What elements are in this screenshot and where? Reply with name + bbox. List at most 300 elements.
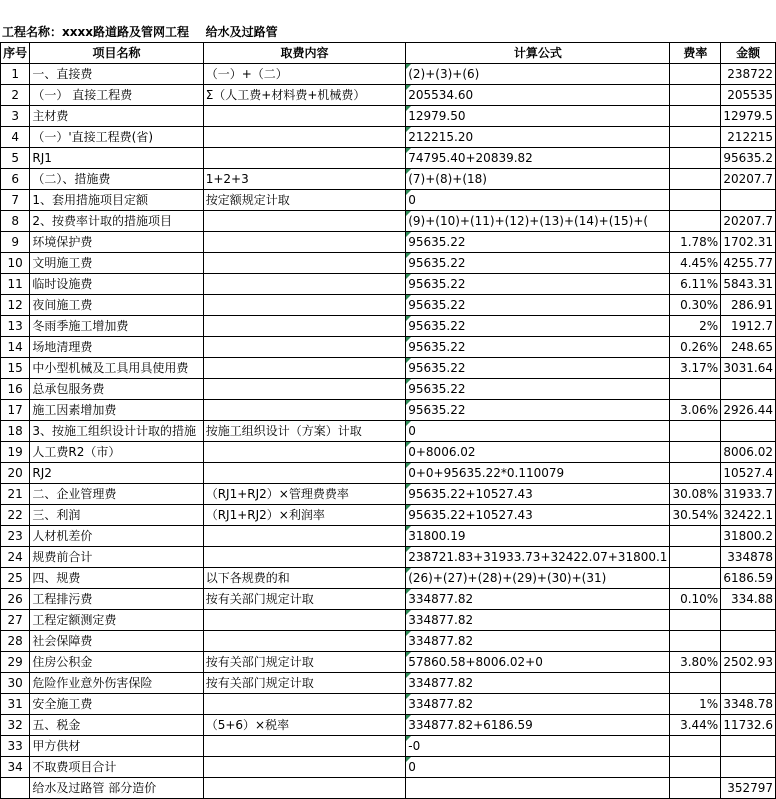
cell-formula[interactable] xyxy=(406,652,670,673)
formula-text: 0+0+95635.22*0.110079 xyxy=(408,466,565,480)
cell-formula[interactable] xyxy=(406,442,670,463)
cell-formula[interactable] xyxy=(406,757,670,778)
cell-amount[interactable]: 95635.2 xyxy=(721,148,776,169)
cell-amount[interactable]: 205535 xyxy=(721,85,776,106)
cell-amount[interactable] xyxy=(721,610,776,631)
cell-formula[interactable] xyxy=(406,64,670,85)
formula-text: 0 xyxy=(408,424,416,438)
cell-rate[interactable] xyxy=(670,106,721,127)
formula-text: 238721.83+31933.73+32422.07+31800.1 xyxy=(408,550,668,564)
cell-amount[interactable]: 10527.4 xyxy=(721,463,776,484)
cell-seq[interactable]: 17 xyxy=(1,400,30,421)
formula-text: 57860.58+8006.02+0 xyxy=(408,655,543,669)
cell-name[interactable]: 临时设施费 xyxy=(30,274,203,295)
cell-name[interactable]: 环境保护费 xyxy=(30,232,203,253)
cell-name[interactable]: 场地清理费 xyxy=(30,337,203,358)
cell-name[interactable]: 社会保障费 xyxy=(30,631,203,652)
cell-formula[interactable] xyxy=(406,631,670,652)
cell-formula[interactable] xyxy=(406,526,670,547)
cell-rate[interactable] xyxy=(670,127,721,148)
formula-indicator-icon xyxy=(406,505,411,510)
cell-basis[interactable] xyxy=(203,106,406,127)
cell-amount[interactable]: 334878 xyxy=(721,547,776,568)
cell-seq[interactable]: 9 xyxy=(1,232,30,253)
header-name[interactable]: 项目名称 xyxy=(30,43,203,64)
table-row xyxy=(1,316,776,337)
cell-amount[interactable]: 31933.7 xyxy=(721,484,776,505)
cell-formula[interactable] xyxy=(406,274,670,295)
cell-rate[interactable]: 0.30% xyxy=(670,295,721,316)
cell-basis[interactable]: 按有关部门规定计取 xyxy=(203,673,406,694)
cell-name[interactable]: 人工费R2（市） xyxy=(30,442,203,463)
total-row xyxy=(1,778,776,799)
cell-basis[interactable]: （5+6）×税率 xyxy=(203,715,406,736)
cell-basis[interactable] xyxy=(203,337,406,358)
cell-seq[interactable]: 11 xyxy=(1,274,30,295)
header-row xyxy=(1,43,776,64)
cell-basis[interactable] xyxy=(203,547,406,568)
cell-formula[interactable] xyxy=(406,589,670,610)
cell-amount[interactable]: 212215 xyxy=(721,127,776,148)
cell-basis[interactable]: Σ（人工费+材料费+机械费） xyxy=(203,85,406,106)
cell-name[interactable]: 工程定额测定费 xyxy=(30,610,203,631)
cell-amount[interactable]: 11732.6 xyxy=(721,715,776,736)
formula-text: 334877.82 xyxy=(408,592,474,606)
cell-rate[interactable] xyxy=(670,148,721,169)
table-body xyxy=(1,64,776,799)
cell-seq[interactable]: 34 xyxy=(1,757,30,778)
formula-text: 31800.19 xyxy=(408,529,466,543)
cell-formula[interactable] xyxy=(406,190,670,211)
cell-name[interactable]: 人材机差价 xyxy=(30,526,203,547)
cell-name[interactable]: 不取费项目合计 xyxy=(30,757,203,778)
cell-formula[interactable] xyxy=(406,484,670,505)
cell-formula[interactable] xyxy=(406,337,670,358)
formula-indicator-icon xyxy=(406,652,411,657)
cell-rate[interactable] xyxy=(670,526,721,547)
cell-formula[interactable] xyxy=(406,169,670,190)
formula-text: 334877.82 xyxy=(408,613,474,627)
cell-formula[interactable] xyxy=(406,253,670,274)
cell-formula[interactable] xyxy=(406,400,670,421)
table-row xyxy=(1,64,776,85)
cell-basis[interactable]: （RJ1+RJ2）×利润率 xyxy=(203,505,406,526)
cell-formula[interactable] xyxy=(406,463,670,484)
cell-rate[interactable]: 0.26% xyxy=(670,337,721,358)
cell-formula[interactable] xyxy=(406,715,670,736)
cell-basis[interactable]: 按有关部门规定计取 xyxy=(203,589,406,610)
project-title: 工程名称：xxxx路道路及管网工程 给水及过路管 xyxy=(2,25,278,39)
cell-basis[interactable] xyxy=(203,736,406,757)
cell-seq[interactable]: 1 xyxy=(1,64,30,85)
cell-seq[interactable]: 19 xyxy=(1,442,30,463)
cell-rate[interactable]: 0.10% xyxy=(670,589,721,610)
formula-text: 334877.82 xyxy=(408,697,474,711)
cell-rate[interactable] xyxy=(670,547,721,568)
formula-indicator-icon xyxy=(406,211,411,216)
cell-name[interactable]: （一） 直接工程费 xyxy=(30,85,203,106)
cell-formula[interactable] xyxy=(406,610,670,631)
cell-amount[interactable] xyxy=(721,757,776,778)
table-row xyxy=(1,757,776,778)
cell-name[interactable]: 3、按施工组织设计计取的措施 xyxy=(30,421,203,442)
cell-rate[interactable]: 30.54% xyxy=(670,505,721,526)
cell-formula[interactable] xyxy=(406,568,670,589)
cell-amount[interactable]: 20207.7 xyxy=(721,211,776,232)
formula-text: (26)+(27)+(28)+(29)+(30)+(31) xyxy=(408,571,607,585)
cell-basis[interactable]: 按定额规定计取 xyxy=(203,190,406,211)
cell-seq[interactable]: 6 xyxy=(1,169,30,190)
header-basis[interactable]: 取费内容 xyxy=(203,43,406,64)
cell-amount[interactable]: 2502.93 xyxy=(721,652,776,673)
formula-text: 0 xyxy=(408,193,416,207)
cell-name[interactable]: 冬雨季施工增加费 xyxy=(30,316,203,337)
fee-summary-table xyxy=(0,42,776,799)
cell-basis[interactable]: （RJ1+RJ2）×管理费费率 xyxy=(203,484,406,505)
formula-indicator-icon xyxy=(406,694,411,699)
cell-formula[interactable] xyxy=(406,127,670,148)
cell-rate[interactable] xyxy=(670,211,721,232)
total-label[interactable]: 给水及过路管 部分造价 xyxy=(30,778,203,799)
cell-basis[interactable] xyxy=(203,295,406,316)
formula-indicator-icon xyxy=(406,64,411,69)
cell-amount[interactable] xyxy=(721,190,776,211)
formula-indicator-icon xyxy=(406,400,411,405)
formula-indicator-icon xyxy=(406,232,411,237)
formula-text: 95635.22+10527.43 xyxy=(408,508,533,522)
cell-basis[interactable] xyxy=(203,148,406,169)
formula-text: 95635.22 xyxy=(408,235,466,249)
formula-indicator-icon xyxy=(406,484,411,489)
table-row xyxy=(1,274,776,295)
table-row xyxy=(1,610,776,631)
formula-indicator-icon xyxy=(406,274,411,279)
cell-amount[interactable]: 238722 xyxy=(721,64,776,85)
cell-basis[interactable] xyxy=(203,358,406,379)
table-row xyxy=(1,85,776,106)
table-row xyxy=(1,127,776,148)
cell-name[interactable]: 甲方供材 xyxy=(30,736,203,757)
cell-rate[interactable] xyxy=(670,757,721,778)
cell-rate[interactable]: 3.80% xyxy=(670,652,721,673)
cell-seq[interactable]: 29 xyxy=(1,652,30,673)
formula-indicator-icon xyxy=(406,337,411,342)
formula-text: -0 xyxy=(408,739,421,753)
table-row xyxy=(1,169,776,190)
cell-rate[interactable] xyxy=(670,379,721,400)
cell-basis[interactable]: 以下各规费的和 xyxy=(203,568,406,589)
cell-name[interactable]: （一）'直接工程费(省) xyxy=(30,127,203,148)
cell-name[interactable]: 工程排污费 xyxy=(30,589,203,610)
cell-name[interactable]: 四、规费 xyxy=(30,568,203,589)
cell-rate[interactable]: 1.78% xyxy=(670,232,721,253)
cell-seq[interactable]: 16 xyxy=(1,379,30,400)
formula-text: 334877.82 xyxy=(408,634,474,648)
table-row xyxy=(1,106,776,127)
cell-basis[interactable] xyxy=(203,400,406,421)
cell-seq[interactable]: 14 xyxy=(1,337,30,358)
cell-name[interactable]: 住房公积金 xyxy=(30,652,203,673)
cell-rate[interactable] xyxy=(670,190,721,211)
cell-amount[interactable] xyxy=(721,736,776,757)
cell-basis[interactable]: 1+2+3 xyxy=(203,169,406,190)
cell-seq[interactable]: 33 xyxy=(1,736,30,757)
cell-name[interactable]: 夜间施工费 xyxy=(30,295,203,316)
header-rate[interactable]: 费率 xyxy=(670,43,721,64)
formula-text: 95635.22 xyxy=(408,403,466,417)
formula-indicator-icon xyxy=(406,610,411,615)
cell-seq[interactable]: 3 xyxy=(1,106,30,127)
cell-amount[interactable]: 3031.64 xyxy=(721,358,776,379)
cell-amount[interactable] xyxy=(721,421,776,442)
cell-formula[interactable] xyxy=(406,694,670,715)
table-row xyxy=(1,631,776,652)
cell-rate[interactable] xyxy=(670,736,721,757)
cell-basis[interactable] xyxy=(203,379,406,400)
cell-rate[interactable] xyxy=(670,778,721,799)
cell-basis[interactable]: 按有关部门规定计取 xyxy=(203,652,406,673)
cell-name[interactable]: 总承包服务费 xyxy=(30,379,203,400)
cell-basis[interactable] xyxy=(203,127,406,148)
formula-text: 95635.22 xyxy=(408,277,466,291)
formula-indicator-icon xyxy=(406,589,411,594)
cell-seq[interactable]: 4 xyxy=(1,127,30,148)
formula-text: 334877.82+6186.59 xyxy=(408,718,533,732)
formula-indicator-icon xyxy=(406,421,411,426)
formula-text: 95635.22 xyxy=(408,382,466,396)
cell-name[interactable]: （二）、措施费 xyxy=(30,169,203,190)
cell-rate[interactable]: 4.45% xyxy=(670,253,721,274)
cell-seq[interactable]: 20 xyxy=(1,463,30,484)
cell-amount[interactable] xyxy=(721,379,776,400)
cell-seq[interactable]: 8 xyxy=(1,211,30,232)
formula-indicator-icon xyxy=(406,442,411,447)
formula-text: 95635.22 xyxy=(408,298,466,312)
table-row xyxy=(1,253,776,274)
cell-name[interactable]: 二、企业管理费 xyxy=(30,484,203,505)
table-row xyxy=(1,673,776,694)
cell-formula[interactable] xyxy=(406,85,670,106)
cell-name[interactable]: RJ1 xyxy=(30,148,203,169)
cell-rate[interactable] xyxy=(670,64,721,85)
cell-seq[interactable]: 5 xyxy=(1,148,30,169)
cell-seq[interactable]: 13 xyxy=(1,316,30,337)
formula-indicator-icon xyxy=(406,673,411,678)
cell-basis[interactable] xyxy=(203,631,406,652)
cell-seq[interactable]: 15 xyxy=(1,358,30,379)
cell-amount[interactable]: 248.65 xyxy=(721,337,776,358)
cell-name[interactable]: 三、利润 xyxy=(30,505,203,526)
cell-seq[interactable]: 30 xyxy=(1,673,30,694)
formula-indicator-icon xyxy=(406,85,411,90)
cell-formula[interactable] xyxy=(406,211,670,232)
table-row xyxy=(1,652,776,673)
cell-rate[interactable] xyxy=(670,610,721,631)
cell-basis[interactable] xyxy=(203,253,406,274)
cell-rate[interactable]: 6.11% xyxy=(670,274,721,295)
cell-amount[interactable]: 4255.77 xyxy=(721,253,776,274)
cell-basis[interactable]: （一）+（二） xyxy=(203,64,406,85)
table-row xyxy=(1,568,776,589)
formula-indicator-icon xyxy=(406,253,411,258)
cell-seq[interactable]: 25 xyxy=(1,568,30,589)
header-amount[interactable]: 金额 xyxy=(721,43,776,64)
cell-basis[interactable] xyxy=(203,526,406,547)
cell-name[interactable]: 主材费 xyxy=(30,106,203,127)
cell-basis[interactable] xyxy=(203,274,406,295)
cell-basis[interactable]: 按施工组织设计（方案）计取 xyxy=(203,421,406,442)
table-row xyxy=(1,148,776,169)
formula-text: 0 xyxy=(408,760,416,774)
cell-seq[interactable]: 31 xyxy=(1,694,30,715)
cell-amount[interactable]: 1912.7 xyxy=(721,316,776,337)
cell-basis[interactable] xyxy=(203,232,406,253)
formula-indicator-icon xyxy=(406,631,411,636)
cell-amount[interactable]: 5843.31 xyxy=(721,274,776,295)
cell-basis[interactable] xyxy=(203,757,406,778)
cell-seq[interactable]: 23 xyxy=(1,526,30,547)
cell-rate[interactable]: 2% xyxy=(670,316,721,337)
cell-name[interactable]: 危险作业意外伤害保险 xyxy=(30,673,203,694)
cell-amount[interactable]: 20207.7 xyxy=(721,169,776,190)
cell-name[interactable]: 规费前合计 xyxy=(30,547,203,568)
cell-name[interactable]: 中小型机械及工具用具使用费 xyxy=(30,358,203,379)
cell-seq[interactable]: 12 xyxy=(1,295,30,316)
cell-formula[interactable] xyxy=(406,379,670,400)
cell-formula[interactable] xyxy=(406,316,670,337)
cell-rate[interactable] xyxy=(670,85,721,106)
cell-rate[interactable] xyxy=(670,169,721,190)
cell-rate[interactable] xyxy=(670,442,721,463)
cell-formula[interactable] xyxy=(406,505,670,526)
cell-name[interactable]: 2、按费率计取的措施项目 xyxy=(30,211,203,232)
cell-amount[interactable]: 334.88 xyxy=(721,589,776,610)
cell-seq[interactable]: 24 xyxy=(1,547,30,568)
table-row xyxy=(1,442,776,463)
cell-basis[interactable] xyxy=(203,316,406,337)
cell-seq[interactable]: 2 xyxy=(1,85,30,106)
cell-amount[interactable]: 3348.78 xyxy=(721,694,776,715)
cell-seq[interactable]: 21 xyxy=(1,484,30,505)
header-seq[interactable]: 序号 xyxy=(1,43,30,64)
cell-basis[interactable] xyxy=(203,778,406,799)
cell-formula[interactable] xyxy=(406,295,670,316)
cell-amount[interactable]: 8006.02 xyxy=(721,442,776,463)
cell-formula[interactable] xyxy=(406,673,670,694)
cell-seq[interactable]: 28 xyxy=(1,631,30,652)
cell-name[interactable]: 施工因素增加费 xyxy=(30,400,203,421)
cell-rate[interactable] xyxy=(670,421,721,442)
formula-text: 95635.22 xyxy=(408,340,466,354)
cell-name[interactable]: 文明施工费 xyxy=(30,253,203,274)
formula-text: (7)+(8)+(18) xyxy=(408,172,487,186)
header-formula[interactable]: 计算公式 xyxy=(406,43,670,64)
cell-basis[interactable] xyxy=(203,211,406,232)
cell-basis[interactable] xyxy=(203,463,406,484)
table-row xyxy=(1,400,776,421)
cell-rate[interactable]: 3.06% xyxy=(670,400,721,421)
formula-text: 212215.20 xyxy=(408,130,474,144)
cell-amount[interactable]: 2926.44 xyxy=(721,400,776,421)
formula-text: (2)+(3)+(6) xyxy=(408,67,480,81)
cell-basis[interactable] xyxy=(203,694,406,715)
cell-formula[interactable] xyxy=(406,547,670,568)
cell-rate[interactable] xyxy=(670,463,721,484)
formula-indicator-icon xyxy=(406,127,411,132)
cell-basis[interactable] xyxy=(203,610,406,631)
table-row xyxy=(1,190,776,211)
table-row xyxy=(1,547,776,568)
cell-name[interactable]: 五、税金 xyxy=(30,715,203,736)
cell-rate[interactable] xyxy=(670,568,721,589)
cell-amount[interactable] xyxy=(721,673,776,694)
cell-rate[interactable]: 3.17% xyxy=(670,358,721,379)
cell-seq[interactable]: 26 xyxy=(1,589,30,610)
table-row xyxy=(1,211,776,232)
formula-text: 74795.40+20839.82 xyxy=(408,151,533,165)
cell-seq[interactable] xyxy=(1,778,30,799)
formula-text: 334877.82 xyxy=(408,676,474,690)
formula-indicator-icon xyxy=(406,568,411,573)
cell-seq[interactable]: 27 xyxy=(1,610,30,631)
cell-rate[interactable]: 3.44% xyxy=(670,715,721,736)
cell-rate[interactable]: 1% xyxy=(670,694,721,715)
formula-text: (9)+(10)+(11)+(12)+(13)+(14)+(15)+( xyxy=(408,214,649,228)
cell-seq[interactable]: 10 xyxy=(1,253,30,274)
formula-indicator-icon xyxy=(406,736,411,741)
cell-amount[interactable]: 31800.2 xyxy=(721,526,776,547)
cell-amount[interactable]: 1702.31 xyxy=(721,232,776,253)
cell-amount[interactable]: 12979.5 xyxy=(721,106,776,127)
formula-text: 205534.60 xyxy=(408,88,474,102)
table-row xyxy=(1,295,776,316)
cell-formula[interactable] xyxy=(406,232,670,253)
total-amount[interactable]: 352797 xyxy=(721,778,776,799)
cell-amount[interactable]: 6186.59 xyxy=(721,568,776,589)
formula-text: 95635.22 xyxy=(408,361,466,375)
table-row xyxy=(1,715,776,736)
cell-amount[interactable]: 286.91 xyxy=(721,295,776,316)
cell-seq[interactable]: 7 xyxy=(1,190,30,211)
cell-formula[interactable] xyxy=(406,778,670,799)
cell-seq[interactable]: 18 xyxy=(1,421,30,442)
cell-name[interactable]: 1、套用措施项目定额 xyxy=(30,190,203,211)
cell-amount[interactable]: 32422.1 xyxy=(721,505,776,526)
formula-indicator-icon xyxy=(406,148,411,153)
cell-seq[interactable]: 22 xyxy=(1,505,30,526)
cell-rate[interactable] xyxy=(670,673,721,694)
table-row xyxy=(1,484,776,505)
table-row xyxy=(1,589,776,610)
cell-rate[interactable] xyxy=(670,631,721,652)
cell-name[interactable]: RJ2 xyxy=(30,463,203,484)
cell-formula[interactable] xyxy=(406,106,670,127)
cell-formula[interactable] xyxy=(406,736,670,757)
cell-formula[interactable] xyxy=(406,148,670,169)
cell-name[interactable]: 一、直接费 xyxy=(30,64,203,85)
cell-basis[interactable] xyxy=(203,442,406,463)
cell-name[interactable]: 安全施工费 xyxy=(30,694,203,715)
table-row xyxy=(1,694,776,715)
cell-seq[interactable]: 32 xyxy=(1,715,30,736)
cell-amount[interactable] xyxy=(721,631,776,652)
formula-indicator-icon xyxy=(406,295,411,300)
table-row xyxy=(1,358,776,379)
formula-indicator-icon xyxy=(406,169,411,174)
cell-formula[interactable] xyxy=(406,358,670,379)
cell-rate[interactable]: 30.08% xyxy=(670,484,721,505)
cell-formula[interactable] xyxy=(406,421,670,442)
